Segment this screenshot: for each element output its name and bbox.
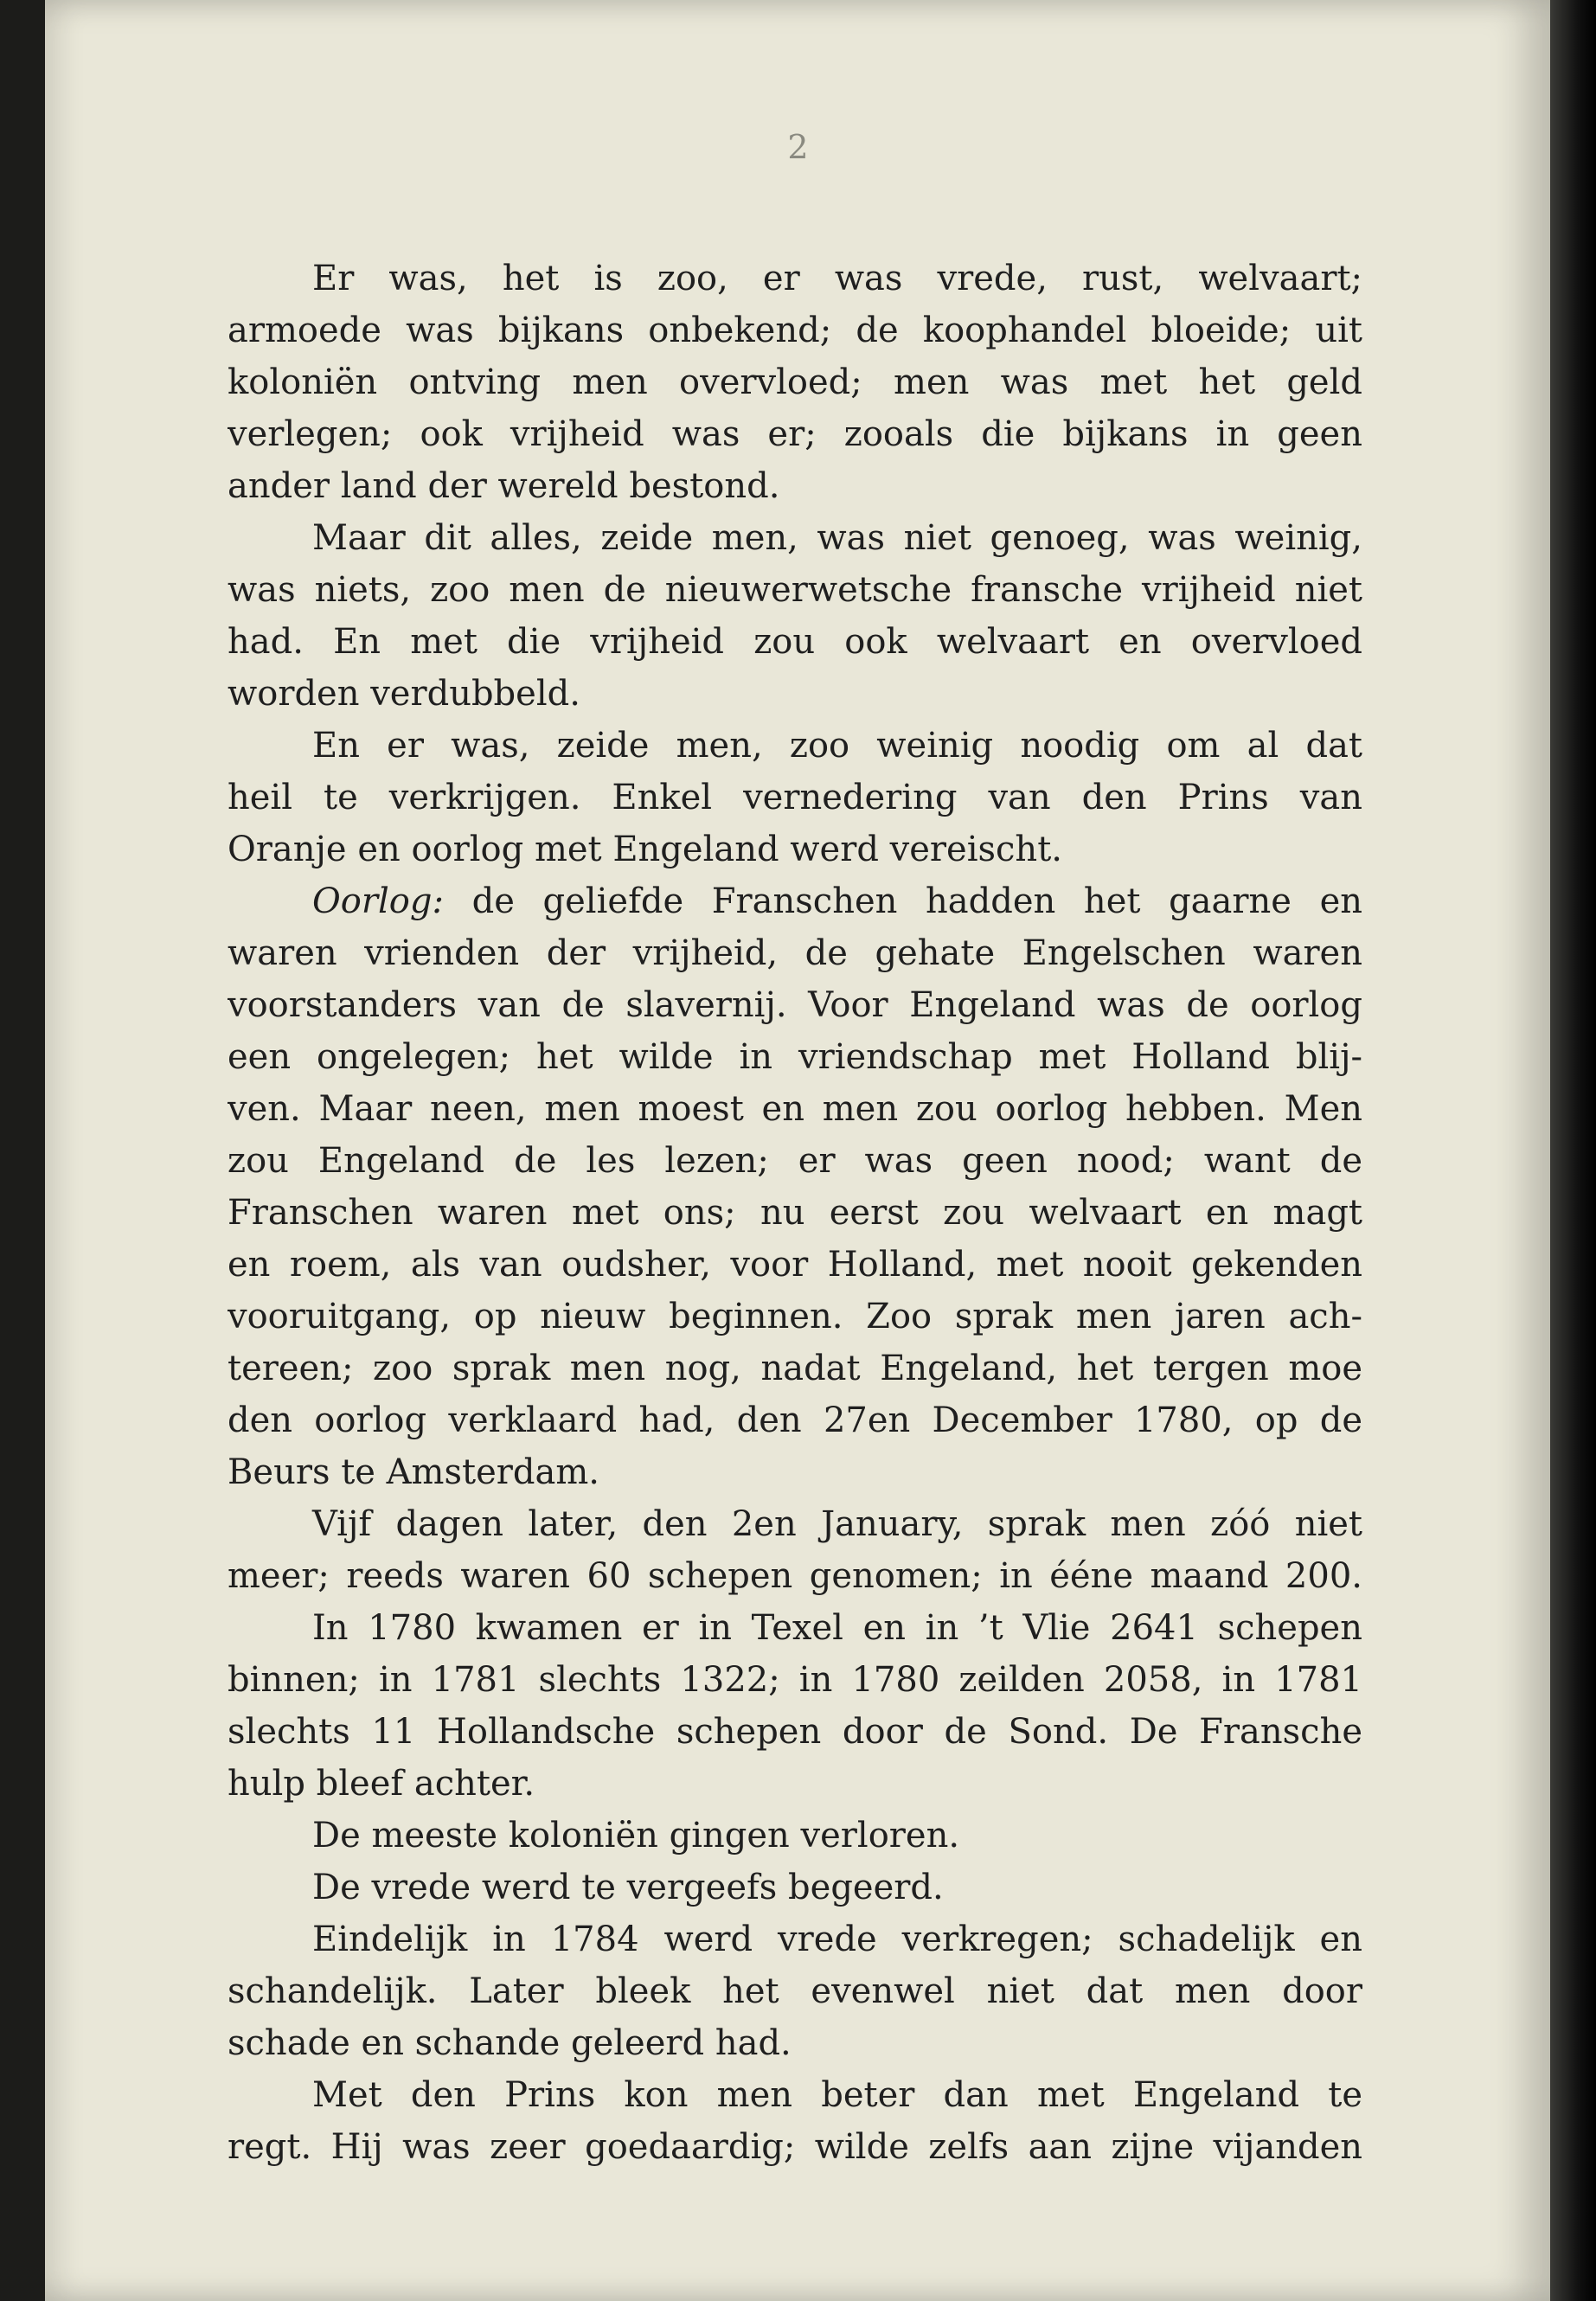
text-line <box>228 616 1362 668</box>
text-line-content: regt. Hij was zeer goedaardig; wilde zelfs aan zijne vijanden <box>228 2127 1362 2167</box>
text-line-content: meer; reeds waren 60 schepen genomen; in ééne maand 200. <box>228 1556 1362 1596</box>
text-line-content: slechts 11 Hollandsche schepen door de Sond. De Fransche <box>228 1712 1362 1752</box>
text-line-content: binnen; in 1781 slechts 1322; in 1780 zeilden 2058, in 1781 <box>228 1660 1362 1700</box>
text-line-content: ven. Maar neen, men moest en men zou oorlog hebben. Men <box>228 1089 1362 1129</box>
text-line <box>228 564 1362 616</box>
text-line-content: ander land der wereld bestond. <box>228 466 780 506</box>
text-line <box>228 1550 1362 1602</box>
text-line-content: en roem, als van oudsher, voor Holland, met nooit gekenden <box>228 1245 1362 1285</box>
text-line <box>228 668 1362 720</box>
text-line <box>228 927 1362 979</box>
text-line-content: Er was, het is zoo, er was vrede, rust, welvaart; <box>312 259 1362 298</box>
text-line <box>228 1031 1362 1083</box>
text-line-content: was niets, zoo men de nieuwerwetsche fransche vrijheid niet <box>228 570 1362 610</box>
text-line-content: Eindelijk in 1784 werd vrede verkregen; schadelijk en <box>312 1920 1362 1959</box>
text-line <box>228 1187 1362 1239</box>
text-line <box>228 979 1362 1031</box>
text-line-content: En er was, zeide men, zoo weinig noodig om al dat <box>312 726 1362 766</box>
text-line <box>228 1654 1362 1706</box>
text-line <box>228 1965 1362 2017</box>
text-line <box>228 356 1362 408</box>
text-line <box>228 720 1362 772</box>
body-text <box>228 253 1362 2173</box>
text-line-content: In 1780 kwamen er in Texel en in ’t Vlie 2641 schepen <box>312 1608 1362 1648</box>
book-binding-edge <box>1550 0 1596 2301</box>
text-line-content: zou Engeland de les lezen; er was geen nood; want de <box>228 1141 1362 1181</box>
text-line <box>228 1394 1362 1446</box>
text-line <box>228 1291 1362 1343</box>
text-line-content: had. En met die vrijheid zou ook welvaart en overvloed <box>228 622 1362 662</box>
text-line-content: Met den Prins kon men beter dan met Engeland te <box>312 2075 1362 2115</box>
text-line-content: armoede was bijkans onbekend; de koophandel bloeide; uit <box>228 311 1362 350</box>
italic-lead-word: Oorlog: <box>312 881 444 921</box>
text-line-content: vooruitgang, op nieuw beginnen. Zoo sprak men jaren ach- <box>228 1297 1362 1336</box>
text-line <box>228 304 1362 356</box>
text-line <box>228 1498 1362 1550</box>
text-line <box>228 2017 1362 2069</box>
text-line <box>228 253 1362 304</box>
text-line <box>228 2121 1362 2173</box>
text-line-content: heil te verkrijgen. Enkel vernedering van den Prins van <box>228 778 1362 817</box>
text-line <box>228 408 1362 460</box>
text-line <box>228 1758 1362 1810</box>
text-line-content: De meeste koloniën gingen verloren. <box>312 1816 960 1856</box>
text-line <box>228 875 1362 927</box>
text-line-content: Maar dit alles, zeide men, was niet genoeg, was weinig, <box>312 518 1362 558</box>
text-line-content: Franschen waren met ons; nu eerst zou welvaart en magt <box>228 1193 1362 1233</box>
text-line-content: schade en schande geleerd had. <box>228 2023 792 2063</box>
text-line <box>228 1602 1362 1654</box>
text-line-content: Beurs te Amsterdam. <box>228 1452 599 1492</box>
text-line-content: De vrede werd te vergeefs begeerd. <box>312 1868 944 1907</box>
text-line-content: hulp bleef achter. <box>228 1764 535 1804</box>
text-line <box>228 1135 1362 1187</box>
text-line <box>228 824 1362 875</box>
text-line <box>228 1446 1362 1498</box>
text-line-content: worden verdubbeld. <box>228 674 580 714</box>
text-line-content: schandelijk. Later bleek het evenwel niet dat men door <box>228 1971 1362 2011</box>
text-line-content: Oranje en oorlog met Engeland werd vereischt. <box>228 830 1062 869</box>
text-line-content: den oorlog verklaard had, den 27en December 1780, op de <box>228 1400 1362 1440</box>
text-line <box>228 1706 1362 1758</box>
text-line <box>228 1343 1362 1394</box>
text-line <box>228 460 1362 512</box>
text-line <box>228 1239 1362 1291</box>
text-line-content: een ongelegen; het wilde in vriendschap met Holland blij- <box>228 1037 1362 1077</box>
text-line <box>228 1913 1362 1965</box>
text-line-content: Vijf dagen later, den 2en January, sprak men zóó niet <box>312 1504 1362 1544</box>
text-line <box>228 772 1362 824</box>
text-line <box>228 2069 1362 2121</box>
text-line-content: voorstanders van de slavernij. Voor Engeland was de oorlog <box>228 985 1362 1025</box>
text-line-content: de geliefde Franschen hadden het gaarne en <box>471 881 1362 921</box>
page-number: 2 <box>787 128 809 166</box>
text-line-content: waren vrienden der vrijheid, de gehate Engelschen waren <box>228 933 1362 973</box>
text-line-content: koloniën ontving men overvloed; men was met het geld <box>228 362 1362 402</box>
text-line <box>228 1862 1362 1913</box>
text-line <box>228 512 1362 564</box>
text-line-content: verlegen; ook vrijheid was er; zooals die bijkans in geen <box>228 414 1362 454</box>
text-line-content: tereen; zoo sprak men nog, nadat Engeland, het tergen moe <box>228 1349 1362 1388</box>
text-line <box>228 1810 1362 1862</box>
text-line <box>228 1083 1362 1135</box>
